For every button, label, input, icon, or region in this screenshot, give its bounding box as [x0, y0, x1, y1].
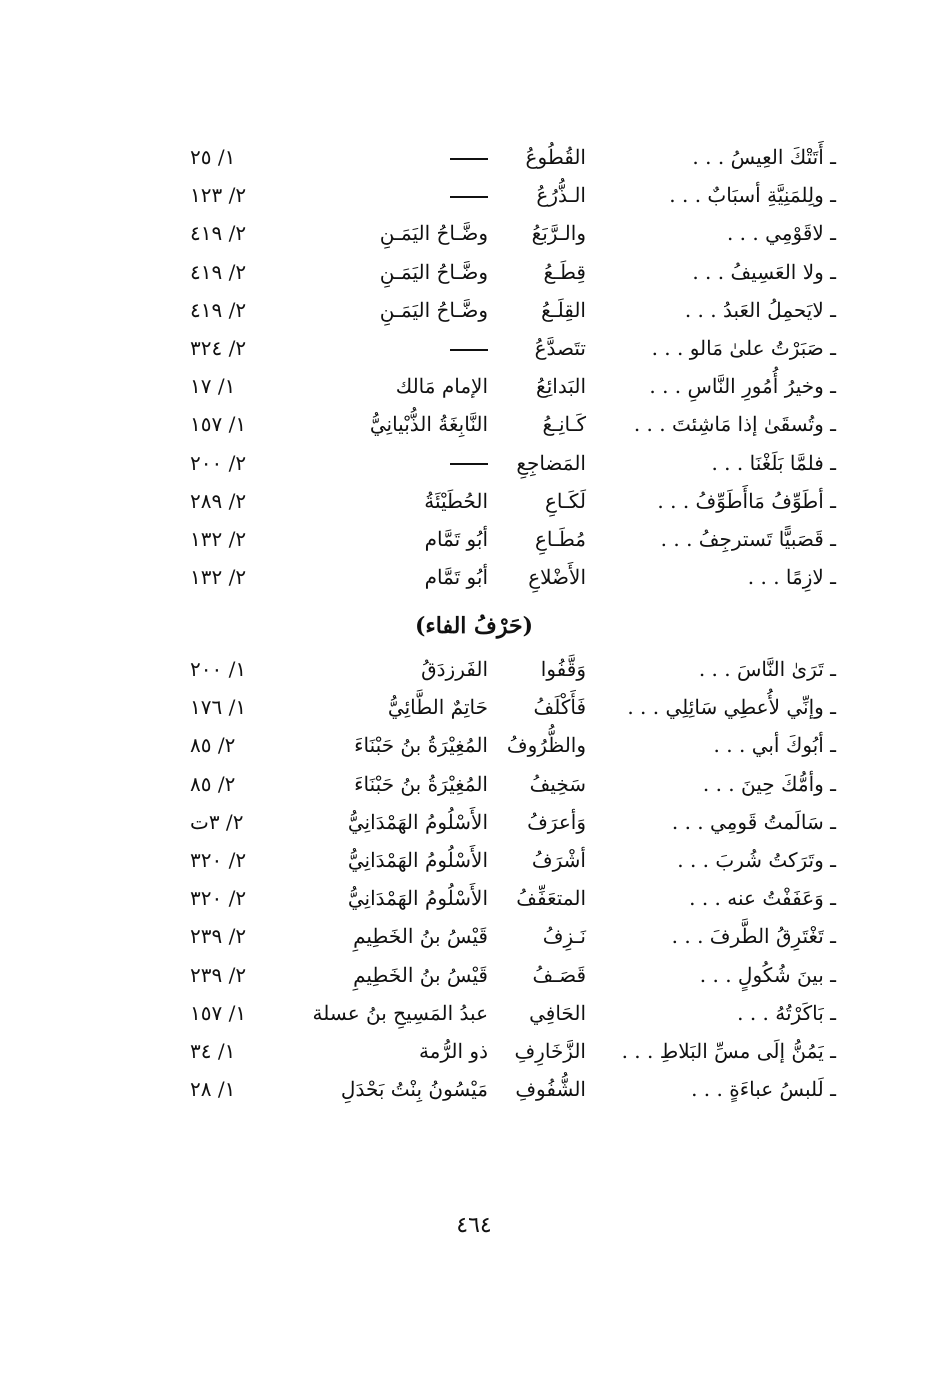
poet-name: الإمام مَالك: [395, 374, 488, 399]
poet-name: وضَّـاحُ اليَمَـنِ: [379, 259, 488, 284]
poet-name: عبدُ المَسِيحِ بنُ عسلة: [312, 1000, 488, 1025]
volume-page-ref: ٢/ ٣ت: [190, 809, 244, 834]
volume-page-ref: ٢/ ٤١٩: [190, 297, 247, 322]
table-row: [0, 688, 948, 726]
verse-opening: ـ لَلبسُ عباءَةٍ . . .: [691, 1077, 836, 1102]
poet-name: المُغِيْرَةُ بنُ حَبْنَاءَ: [354, 733, 488, 758]
poet-name: ذو الرُّمة: [418, 1039, 488, 1063]
table-row: [0, 176, 948, 214]
verse-opening: ـ صَبَرْتُ علىٰ مَالو . . .: [651, 336, 836, 360]
table-row: [0, 291, 948, 329]
verse-opening: ـ وأمُّكَ حِينَ . . .: [702, 771, 836, 796]
verse-opening: ـ سَالَمتُ قَومِي . . .: [671, 809, 836, 834]
table-row: [0, 138, 948, 176]
poet-name: وضَّـاحُ اليَمَـنِ: [379, 221, 488, 246]
unknown-poet-dash: [308, 176, 488, 214]
poet-name: قَيْسُ بنُ الخَطِيمِ: [353, 962, 488, 987]
poet-name: المُغِيْرَةُ بنُ حَبْنَاءَ: [354, 771, 488, 796]
rhyme-word: القِلَـعُ: [541, 297, 586, 322]
rhyme-word: سَخِيفُ: [529, 771, 586, 796]
rhyme-word: قَصَـفُ: [532, 962, 586, 987]
rhyme-word: الزَّخَارِفِ: [514, 1039, 586, 1063]
verse-opening: ـ وإنِّي لأُعطِي سَائِلِي . . .: [627, 695, 836, 720]
table-row: [0, 253, 948, 291]
verse-opening: ـ بينَ شُكُولٍ . . .: [699, 962, 836, 987]
table-row: [0, 520, 948, 558]
poet-name: الأَسْلُومُ الهَمْدَانِيُّ: [347, 809, 488, 834]
volume-page-ref: ١/ ٢٥: [190, 145, 236, 169]
rhyme-word: أشْرَفُ: [531, 848, 586, 872]
verse-opening: ـ أطَوِّفُ مَاأَطَوِّفُ . . .: [657, 488, 836, 513]
verse-opening: ـ أبُوكَ أبي . . .: [713, 733, 836, 758]
rhyme-word: نَـزِفُ: [542, 924, 586, 949]
dash-mark: [450, 349, 488, 351]
table-row: [0, 803, 948, 841]
table-row: [0, 329, 948, 367]
volume-page-ref: ١/ ٢٨: [190, 1077, 236, 1102]
verse-opening: ـ بَاكَرْتُهُ . . .: [737, 1000, 836, 1025]
volume-page-ref: ٢/ ١٣٢: [190, 565, 247, 590]
poet-name: الأَسْلُومُ الهَمْدَانِيُّ: [347, 848, 488, 872]
volume-page-ref: ١/ ١٧٦: [190, 695, 247, 720]
volume-page-ref: ٢/ ٢٨٩: [190, 488, 247, 513]
rhyme-word: وَقَّفُوا: [540, 657, 586, 681]
rhyme-word: الشُّفُوفِ: [515, 1077, 586, 1102]
table-row: [0, 994, 948, 1032]
rhyme-word: وَأعرَفُ: [527, 809, 586, 834]
rhyme-word: الحَافِي: [529, 1000, 586, 1025]
page-number: ٤٦٤: [456, 1213, 492, 1238]
rhyme-word: والـرَّبَعُ: [531, 221, 586, 246]
poet-name: النَّابِغَةُ الذُّبْيانِيُّ: [369, 412, 488, 437]
table-row: [0, 1070, 948, 1108]
verse-opening: ـ وتَرَكتُ شُربَ . . .: [677, 848, 836, 872]
volume-page-ref: ١/ ١٥٧: [190, 412, 247, 437]
volume-page-ref: ١/ ٣٤: [190, 1039, 236, 1063]
volume-page-ref: ٢/ ١٣٢: [190, 527, 247, 551]
table-row: [0, 405, 948, 443]
unknown-poet-dash: [308, 444, 488, 482]
rhyme-word: البَدائِعُ: [536, 374, 586, 399]
volume-page-ref: ١/ ١٧: [190, 374, 236, 399]
verse-opening: ـ ولِلمَنِيَّةِ أسبَابٌ . . .: [669, 183, 836, 208]
volume-page-ref: ٢/ ٢٣٩: [190, 924, 247, 949]
dash-mark: [450, 196, 488, 198]
rhyme-word: القُطُوعُ: [525, 145, 586, 169]
rhyme-word: قِطَـعُ: [543, 259, 586, 284]
table-row: [0, 1032, 948, 1070]
table-row: [0, 444, 948, 482]
verse-opening: ـ أَتَتْكَ العِيسُ . . .: [692, 145, 836, 169]
rhyme-word: المَضاجِعِ: [516, 450, 586, 475]
table-row: [0, 956, 948, 994]
table-row: [0, 841, 948, 879]
verse-opening: ـ تَرَىٰ النَّاسَ . . .: [698, 657, 836, 681]
verse-opening: ـ لايَحمِلُ العَبدُ . . .: [684, 297, 836, 322]
volume-page-ref: ٢/ ٣٢٠: [190, 886, 247, 911]
poet-name: حَاتِمٌ الطَّائِيُّ: [387, 695, 488, 720]
table-row: [0, 650, 948, 688]
volume-page-ref: ٢/ ٣٢٠: [190, 848, 247, 872]
rhyme-word: المتعَفِّفُ: [516, 886, 586, 911]
rhyme-word: الأَضْلاعِ: [528, 565, 586, 590]
unknown-poet-dash: [308, 138, 488, 176]
rhyme-word: كَـانِـعُ: [542, 412, 586, 437]
volume-page-ref: ١/ ١٥٧: [190, 1000, 247, 1025]
volume-page-ref: ٢/ ٨٥: [190, 771, 236, 796]
table-row: [0, 765, 948, 803]
volume-page-ref: ٢/ ١٢٣: [190, 183, 247, 208]
rhyme-word: فَأَكْلَفُ: [533, 695, 586, 720]
rhyme-word: مُطَـاعِ: [534, 527, 586, 551]
poet-name: أبُو تَمَّام: [424, 565, 488, 590]
verse-opening: ـ يَمُنُّ إلَى مسِّ البَلاطِ . . .: [621, 1039, 836, 1063]
poet-name: الحُطَيْئَةُ: [424, 488, 488, 513]
verse-opening: ـ لاقَوْمِي . . .: [726, 221, 836, 246]
volume-page-ref: ٢/ ٢٣٩: [190, 962, 247, 987]
table-row: [0, 879, 948, 917]
table-row: [0, 726, 948, 764]
table-row: [0, 482, 948, 520]
verse-opening: ـ ولا العَسِيفُ . . .: [692, 259, 836, 284]
verse-opening: ـ فلمَّا بَلَغْنَا . . .: [711, 450, 836, 475]
poet-name: مَيْسُونُ بِنْتُ بَحْدَلِ: [340, 1077, 488, 1102]
volume-page-ref: ٢/ ٤١٩: [190, 221, 247, 246]
verse-opening: ـ تَغْتَرِقُ الطَّرفَ . . .: [671, 924, 836, 949]
poet-name: الفَرزدَقُ: [421, 657, 488, 681]
poet-name: قَيْسُ بنُ الخَطِيمِ: [353, 924, 488, 949]
table-row: [0, 558, 948, 596]
verse-opening: ـ وخيرُ أُمُورِ النَّاسِ . . .: [649, 374, 836, 399]
volume-page-ref: ٢/ ٨٥: [190, 733, 236, 758]
poet-name: أبُو تَمَّام: [424, 527, 488, 551]
volume-page-ref: ٢/ ٢٠٠: [190, 450, 247, 475]
table-row: [0, 214, 948, 252]
poet-name: الأَسْلُومُ الهَمْدَانِيُّ: [347, 886, 488, 911]
unknown-poet-dash: [308, 329, 488, 367]
rhyme-word: تتَصدَّعُ: [534, 336, 586, 360]
verse-opening: ـ وتُسقَىٰ إذا مَاشِئتَ . . .: [633, 412, 836, 437]
verse-opening: ـ قَصَبيًّا تَسترجِفُ . . .: [660, 527, 836, 551]
verse-opening: ـ لازِمًا . . .: [747, 565, 836, 590]
verse-opening: ـ وَعَفَفْتُ عنه . . .: [689, 886, 836, 911]
poet-name: وضَّـاحُ اليَمَـنِ: [379, 297, 488, 322]
rhyme-word: الـذُّرُعُ: [536, 183, 586, 208]
dash-mark: [450, 463, 488, 465]
rhyme-word: والظُّرُوفُ: [506, 733, 586, 758]
rhyme-word: لَكَـاعِ: [544, 488, 586, 513]
dash-mark: [450, 158, 488, 160]
volume-page-ref: ١/ ٢٠٠: [190, 657, 247, 681]
volume-page-ref: ٢/ ٣٢٤: [190, 336, 247, 360]
table-row: [0, 917, 948, 955]
table-row: [0, 367, 948, 405]
section-heading: (حَرْفُ الفاء): [414, 613, 533, 639]
volume-page-ref: ٢/ ٤١٩: [190, 259, 247, 284]
